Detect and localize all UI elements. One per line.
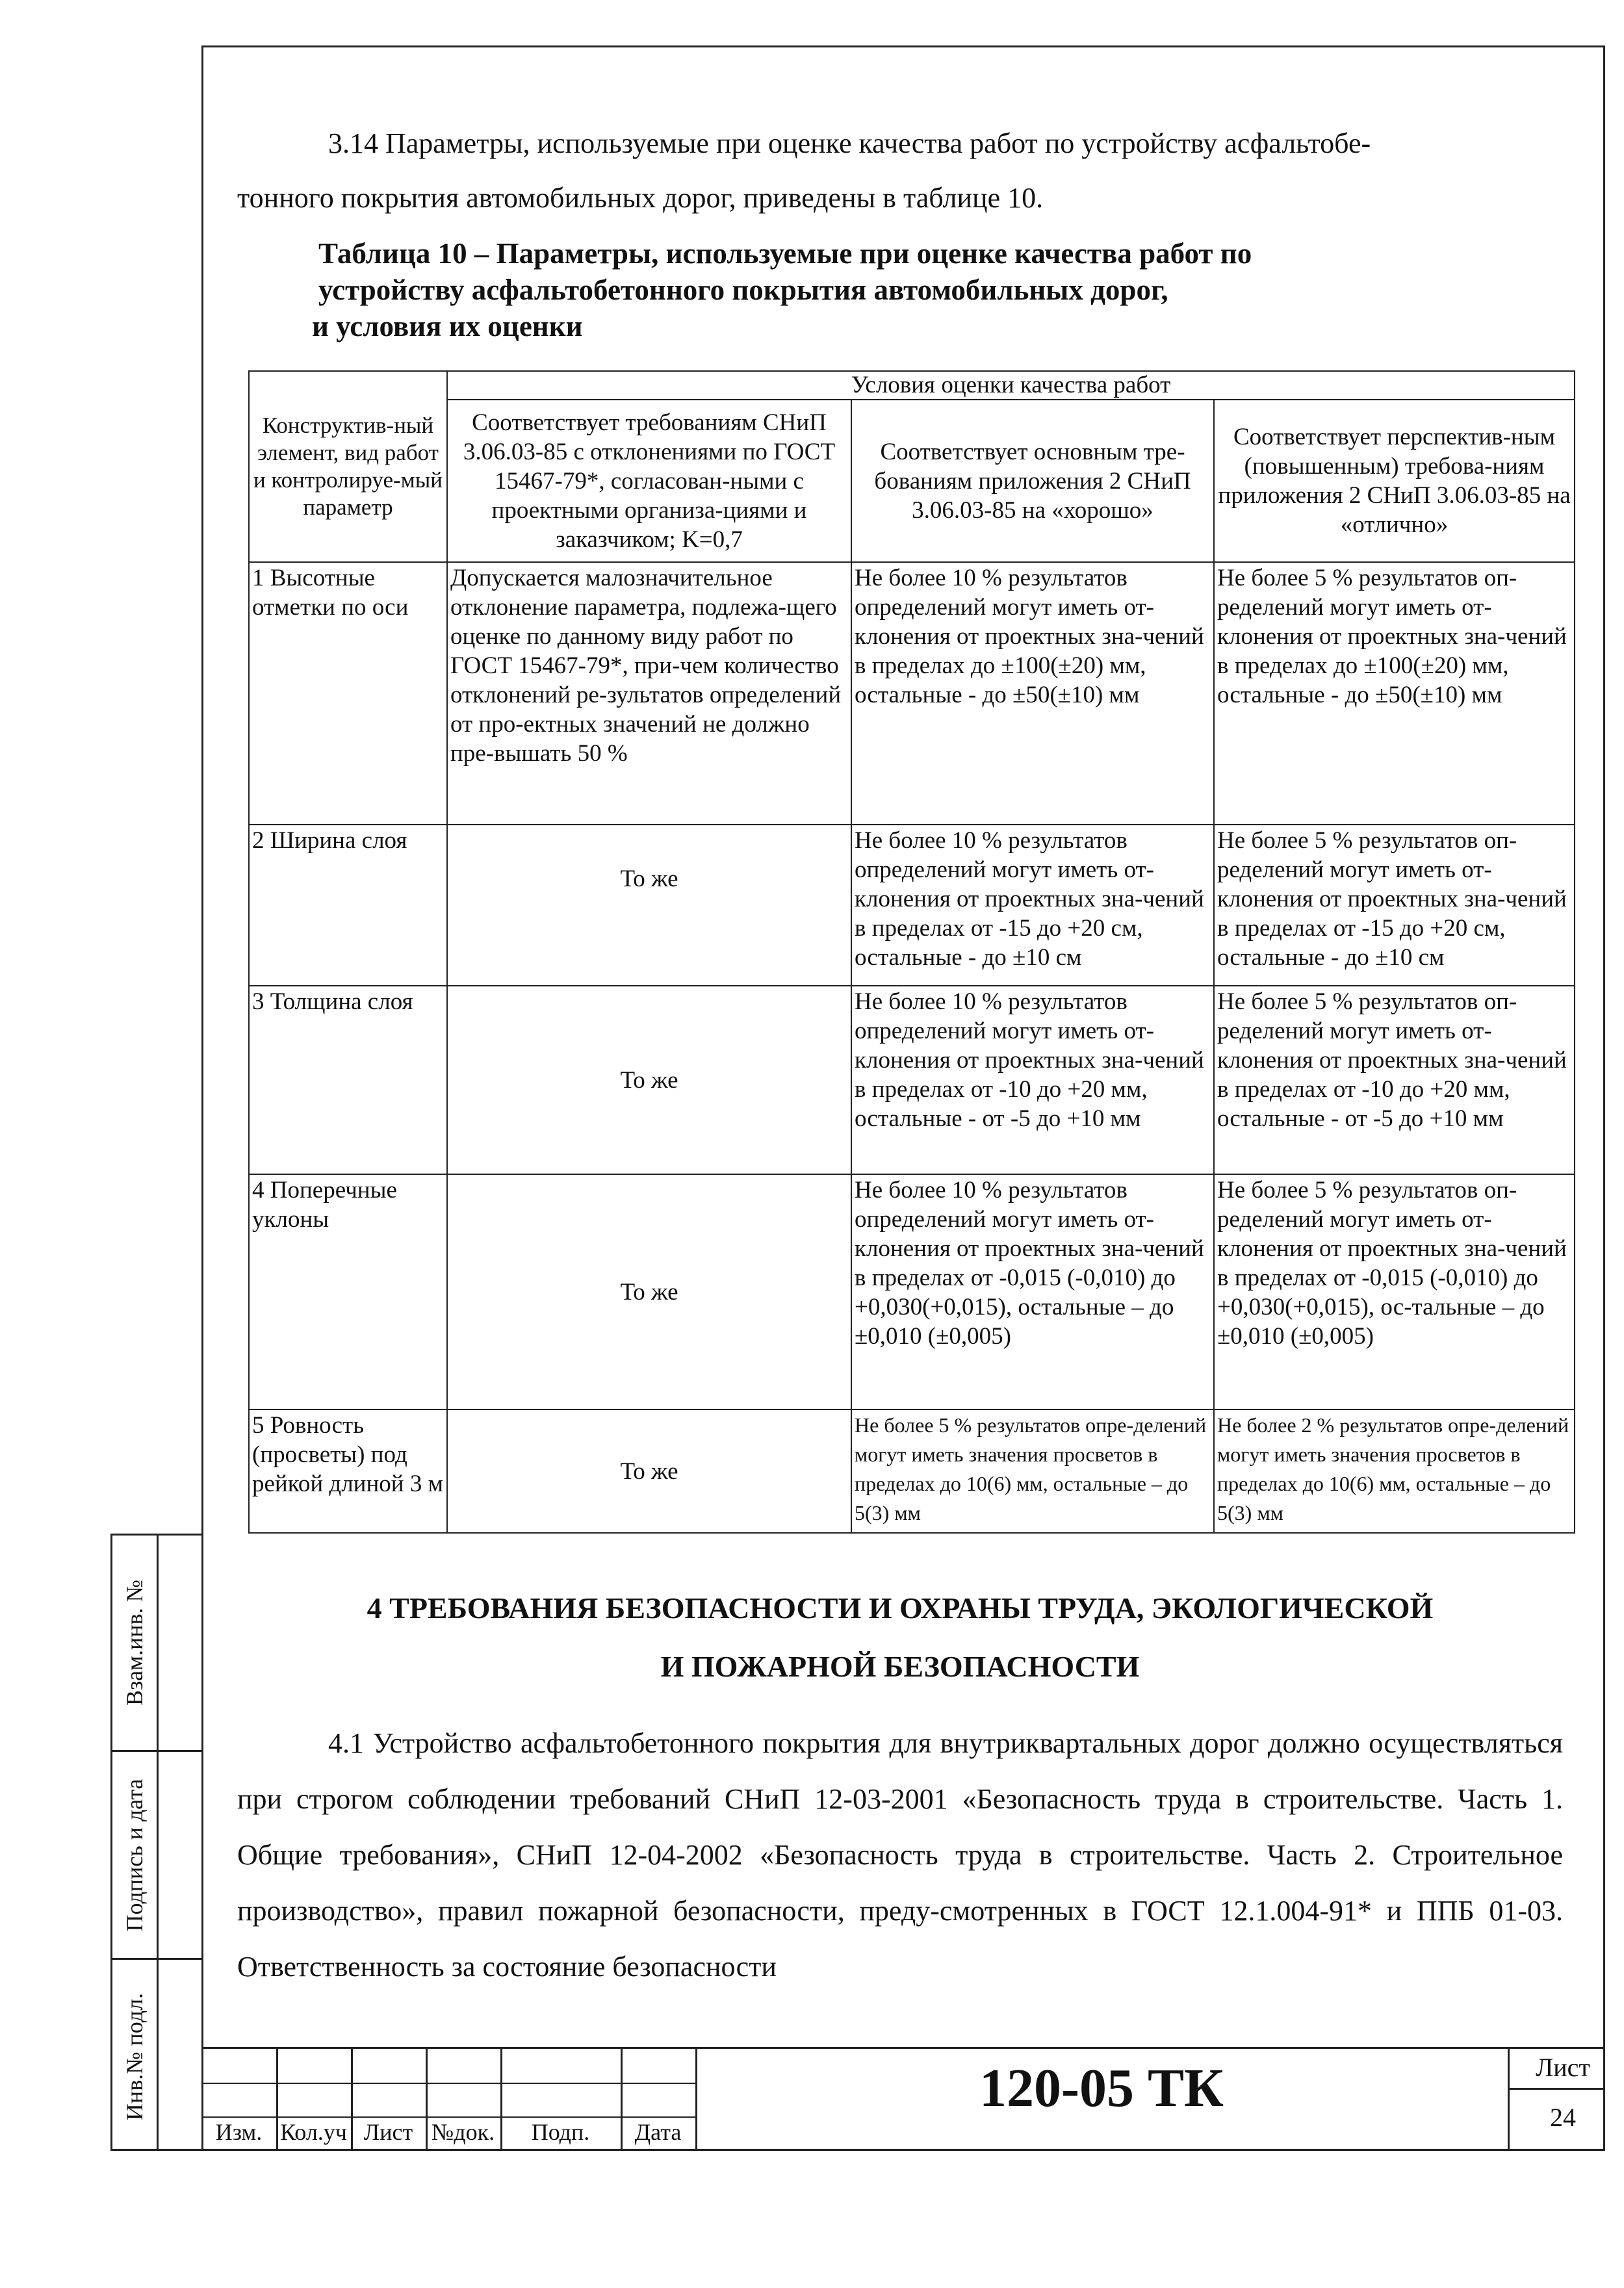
- row-good: Не более 10 % результатов определений могут иметь от-клонения от проектных зна-чений в пределах от -15 до +20 см, остальные - до ±10 см: [851, 825, 1214, 986]
- side-stamp-podpis-label: Подпись и дата: [122, 1779, 148, 1931]
- table-caption-line-3: и условия их оценки: [312, 310, 583, 342]
- document-number: 120-05 ТК: [979, 2058, 1224, 2118]
- header-excellent: Соответствует перспектив-ным (повышенным) требова-ниям приложения 2 СНиП 3.06.03-85 на «отлично»: [1214, 400, 1575, 562]
- row-good: Не более 10 % результатов определений могут иметь от-клонения от проектных зна-чений в пределах до ±100(±20) мм, остальные - до ±50(±10) мм: [851, 562, 1214, 825]
- section-paragraph: [237, 1716, 1563, 1995]
- header-good: Соответствует основным тре-бованиям приложения 2 СНиП 3.06.03-85 на «хорошо»: [851, 400, 1214, 562]
- header-param: Конструктив-ный элемент, вид работ и контролируе-мый параметр: [249, 371, 447, 562]
- title-block-sheet-divider: [1508, 2088, 1605, 2090]
- side-stamp-vzam-label: Взам.инв. №: [122, 1580, 148, 1706]
- row-param: 4 Поперечные уклоны: [249, 1174, 447, 1409]
- label-podp: Подп.: [531, 2119, 590, 2145]
- table-caption-line-2: устройству асфальтобетонного покрытия автомобильных дорог,: [318, 274, 1168, 306]
- section-title-line-2: И ПОЖАРНОЙ БЕЗОПАСНОСТИ: [660, 1650, 1140, 1683]
- section-title-line-1: 4 ТРЕБОВАНИЯ БЕЗОПАСНОСТИ И ОХРАНЫ ТРУДА, ЭКОЛОГИЧЕСКОЙ: [367, 1591, 1434, 1625]
- side-stamp-vzam: [112, 1536, 201, 1750]
- table-row: [249, 1174, 1575, 1409]
- header-group: Условия оценки качества работ: [447, 371, 1575, 400]
- side-stamp-inv-label: Инв.№ подл.: [122, 1992, 148, 2120]
- label-izm: Изм.: [215, 2119, 263, 2145]
- row-good: Не более 10 % результатов определений могут иметь от-клонения от проектных зна-чений в пределах от -10 до +20 мм, остальные - от -5 до +10 мм: [851, 986, 1214, 1174]
- row-k07: То же: [447, 1409, 851, 1533]
- table-row: [249, 986, 1575, 1174]
- quality-table: [248, 370, 1575, 1534]
- row-param: 1 Высотные отметки по оси: [249, 562, 447, 825]
- section-paragraph-text: 4.1 Устройство асфальтобетонного покрытия для внутриквартальных дорог должно осуществляться при строгом соблюдении требований СНиП 12-03-2001 «Безопасность труда в строительстве. Часть 1. Общие требования», СНиП 12-04-2002 «Безопасность труда в строительстве. Часть 2. Строительное производство», правил пожарной безопасности, преду-смотренных в ГОСТ 12.1.004-91* и ППБ 01-03. Ответственность за состояние безопасности: [237, 1727, 1563, 1983]
- table-row: [249, 825, 1575, 986]
- table-row: [249, 562, 1575, 825]
- table-caption: [312, 235, 1553, 344]
- row-k07: То же: [447, 825, 851, 986]
- row-excellent: Не более 5 % результатов оп-ределений могут иметь от-клонения от проектных зна-чений в пределах от -10 до +20 мм, остальные - от -5 до +10 мм: [1214, 986, 1575, 1174]
- intro-text-1: 3.14 Параметры, используемые при оценке качества работ по устройству асфальтобе-: [328, 127, 1371, 159]
- intro-line-1: [237, 116, 1563, 172]
- table-row: [249, 1409, 1575, 1533]
- row-k07: То же: [447, 1174, 851, 1409]
- label-ndok: №док.: [431, 2119, 495, 2145]
- row-param: 2 Ширина слоя: [249, 825, 447, 986]
- row-excellent: Не более 2 % результатов опре-делений могут иметь значения просветов в пределах до 10(6) мм, остальные – до 5(3) мм: [1214, 1409, 1575, 1533]
- row-k07: То же: [447, 986, 851, 1174]
- label-list: Лист: [363, 2119, 413, 2145]
- table-caption-line-1: Таблица 10 – Параметры, используемые при оценке качества работ по: [318, 237, 1252, 270]
- title-block-col: [1508, 2049, 1510, 2151]
- side-stamp-podpis: [112, 1750, 201, 1958]
- row-excellent: Не более 5 % результатов оп-ределений могут иметь от-клонения от проектных зна-чений в пределах до ±100(±20) мм, остальные - до ±50(±10) мм: [1214, 562, 1575, 825]
- label-data: Дата: [634, 2119, 682, 2145]
- row-excellent: Не более 5 % результатов оп-ределений могут иметь от-клонения от проектных зна-чений в пределах от -15 до +20 см, остальные - до ±10 см: [1214, 825, 1575, 986]
- label-kol: Кол.уч: [280, 2119, 347, 2145]
- sheet-number: 24: [1550, 2103, 1576, 2132]
- intro-line-2: тонного покрытия автомобильных дорог, приведены в таблице 10.: [237, 182, 1044, 214]
- header-k07: Соответствует требованиям СНиП 3.06.03-85 с отклонениями по ГОСТ 15467-79*, согласован-ными с проектными организа-циями и заказчиком; K=0,7: [447, 400, 851, 562]
- row-good: Не более 5 % результатов опре-делений могут иметь значения просветов в пределах до 10(6) мм, остальные – до 5(3) мм: [851, 1409, 1214, 1533]
- sheet-label: Лист: [1536, 2053, 1590, 2082]
- table-header-row-1: [249, 371, 1575, 400]
- row-param: 5 Ровность (просветы) под рейкой длиной 3 м: [249, 1409, 447, 1533]
- side-stamp: [110, 1534, 201, 2151]
- table-header-row-2: [249, 400, 1575, 562]
- row-param: 3 Толщина слоя: [249, 986, 447, 1174]
- row-excellent: Не более 5 % результатов оп-ределений могут иметь от-клонения от проектных зна-чений в пределах от -0,015 (-0,010) до +0,030(+0,015), ос-тальные – до ±0,010 (±0,005): [1214, 1174, 1575, 1409]
- row-k07: Допускается малозначительное отклонение параметра, подлежа-щего оценке по данному виду работ по ГОСТ 15467-79*, при-чем количество отклонений ре-зультатов определений от про-ектных значений не должно пре-вышать 50 %: [447, 562, 851, 825]
- side-stamp-inv: [112, 1958, 201, 2153]
- row-good: Не более 10 % результатов определений могут иметь от-клонения от проектных зна-чений в пределах от -0,015 (-0,010) до +0,030(+0,015), остальные – до ±0,010 (±0,005): [851, 1174, 1214, 1409]
